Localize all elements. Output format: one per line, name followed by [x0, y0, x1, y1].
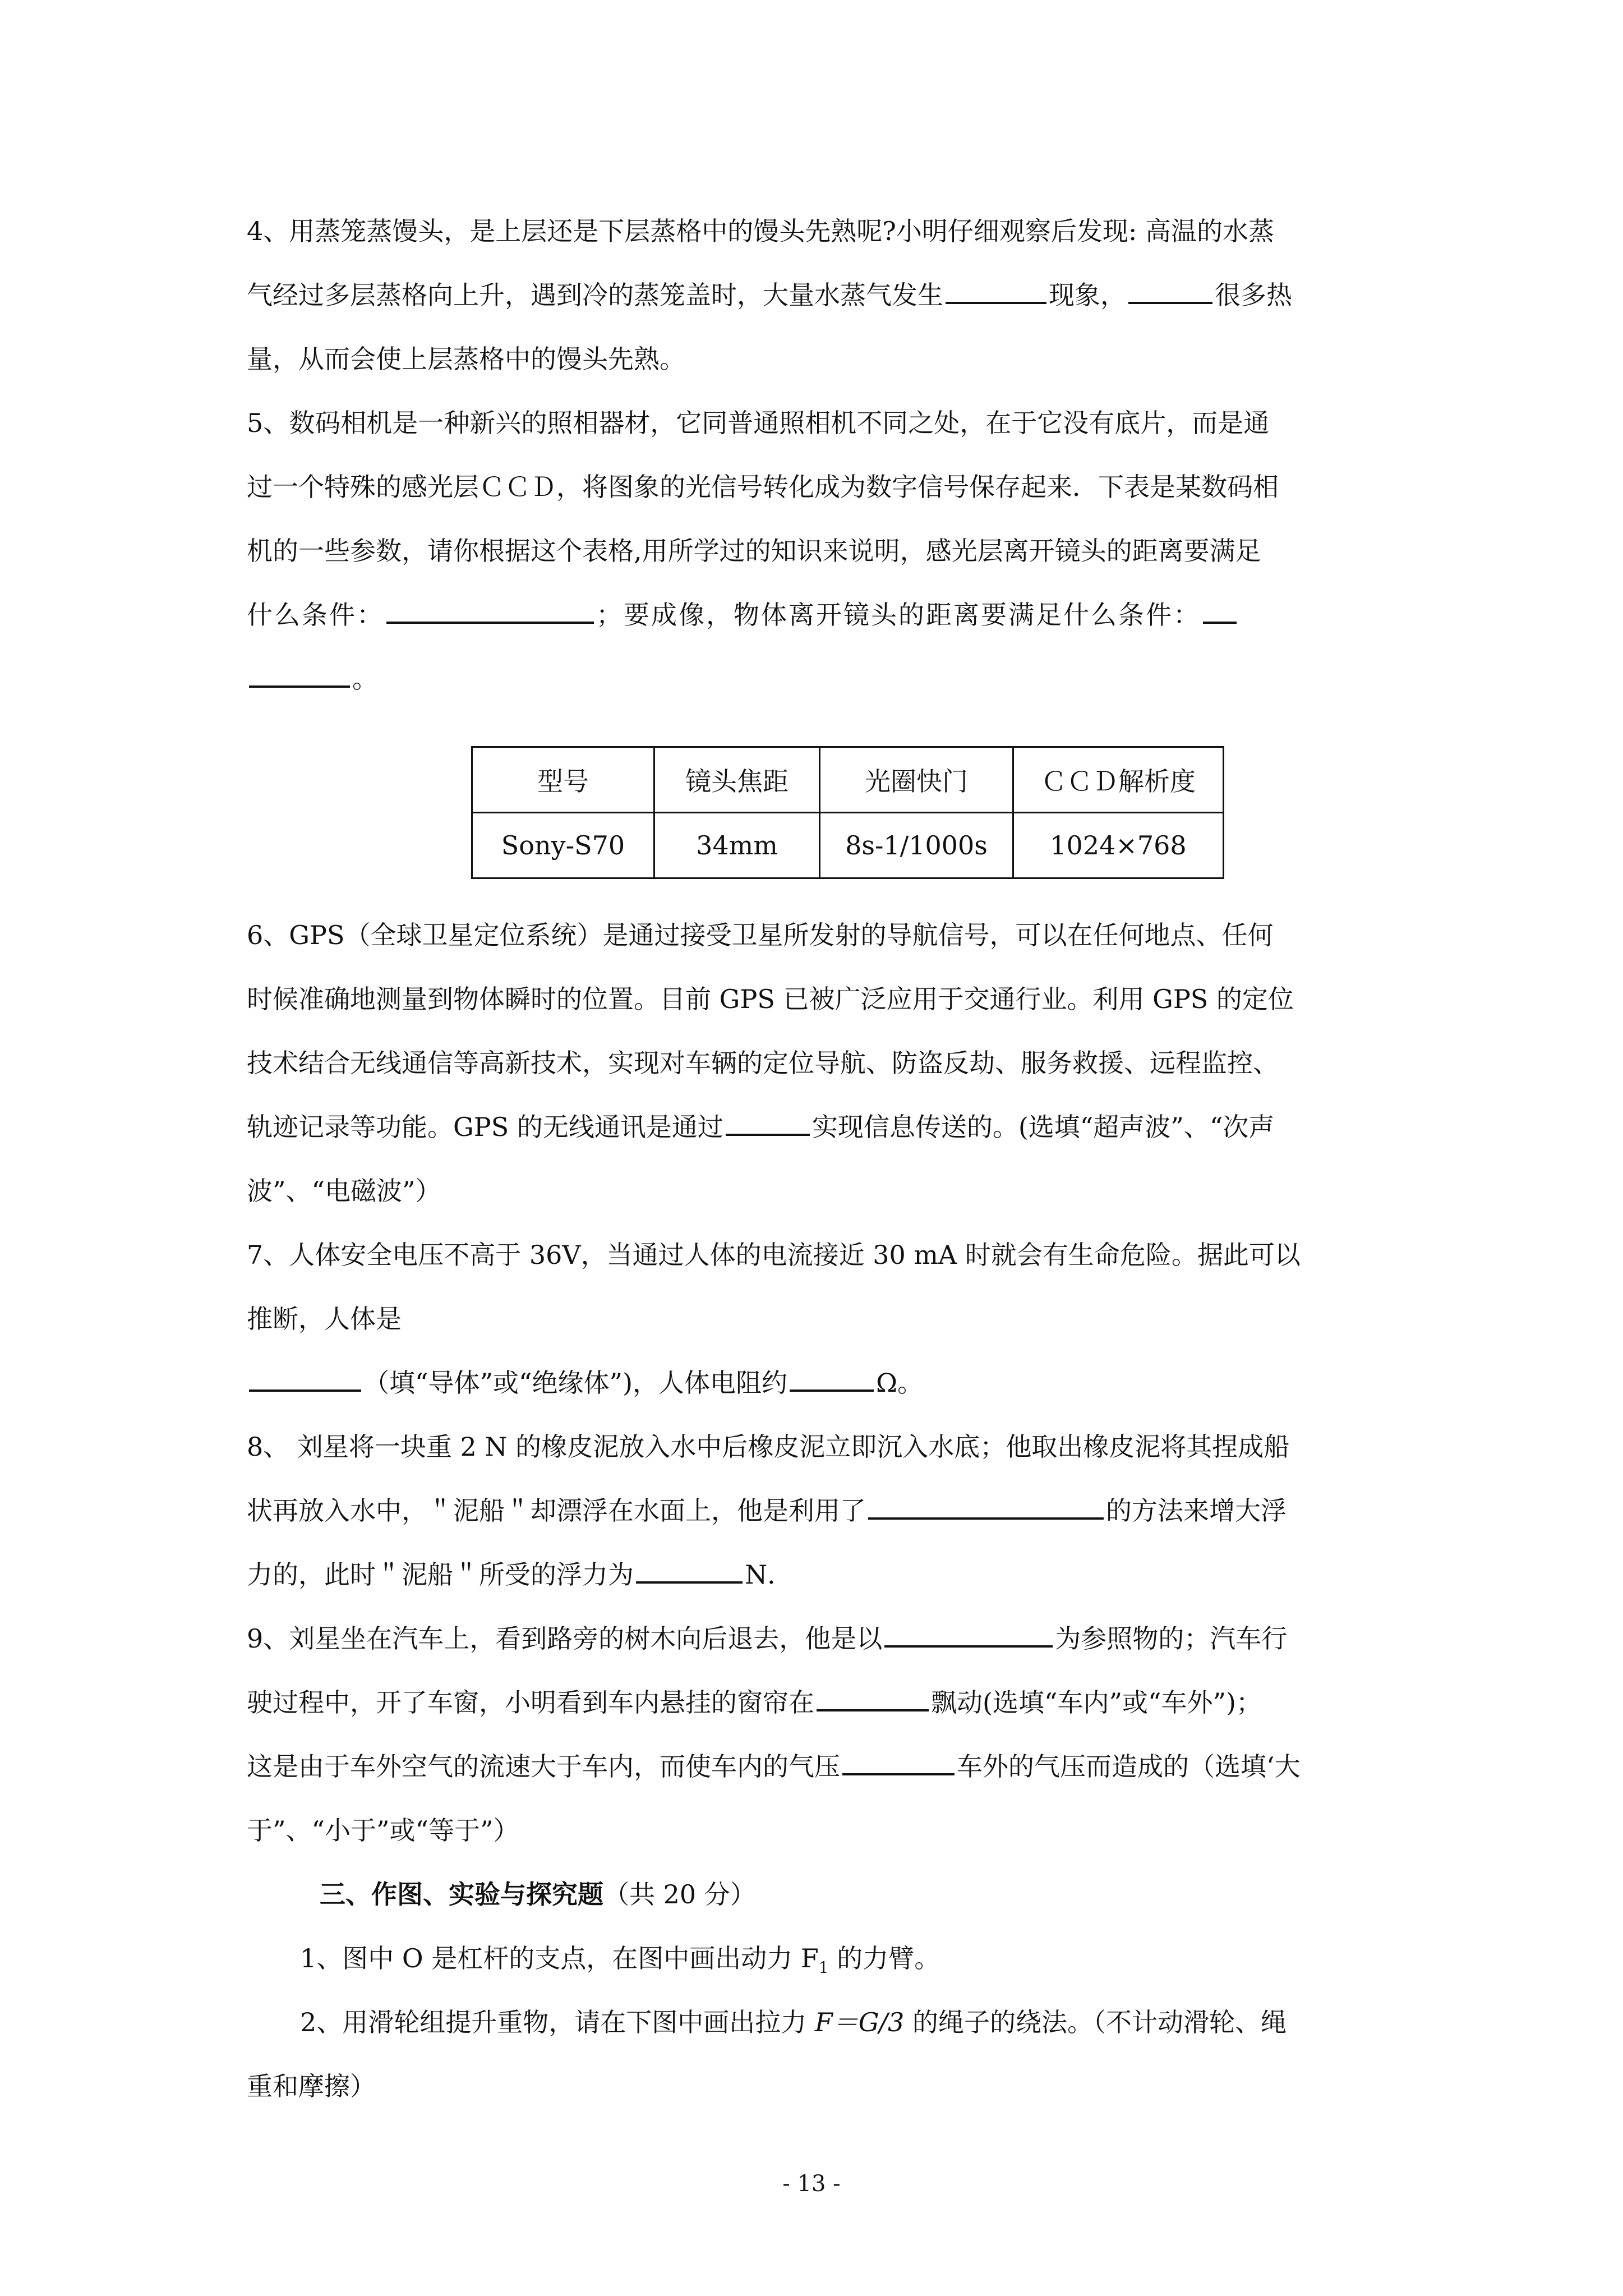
camera-spec-table	[471, 746, 1224, 879]
q8-line2: 状再放入水中，＂泥船＂却漂浮在水面上，他是利用了 的方法来增大浮	[0, 1479, 1623, 1543]
s3q2-line2: 重和摩擦）	[247, 2071, 376, 2101]
q8-line3: 力的，此时＂泥船＂所受的浮力为 N．	[0, 1543, 1623, 1607]
table-cell: 1024×768	[1013, 813, 1224, 878]
table-header-cell: 镜头焦距	[654, 747, 820, 813]
table-cell: 8s-1/1000s	[820, 813, 1013, 878]
q6-line4: 轨迹记录等功能。GPS 的无线通讯是通过 实现信息传送的。(选填“超声波”、“次声	[0, 1095, 1623, 1159]
q5-line5: 。	[0, 647, 1623, 711]
s3q1-line: 1、图中 O 是杠杆的支点，在图中画出动力 $F_1$ 的力臂。	[300, 1943, 940, 1977]
answer-blank[interactable]	[726, 1107, 810, 1136]
answer-blank[interactable]	[1203, 595, 1237, 624]
answer-blank[interactable]	[884, 1618, 1053, 1648]
table-header-row	[472, 747, 1224, 813]
answer-blank[interactable]	[249, 1363, 361, 1392]
q9-line1: 9、刘星坐在汽车上，看到路旁的树木向后退去，他是以 为参照物的；汽车行	[0, 1607, 1623, 1671]
answer-blank[interactable]	[868, 1490, 1104, 1520]
q5-line2: 过一个特殊的感光层ＣＣＤ，将图象的光信号转化成为数字信号保存起来．下表是某数码相	[247, 472, 1279, 502]
q7-line2: 推断，人体是	[247, 1304, 402, 1334]
q9-line2: 驶过程中，开了车窗，小明看到车内悬挂的窗帘在 飘动(选填“车内”或“车外”)；	[0, 1671, 1623, 1734]
q6-line5: 波”、“电磁波”）	[247, 1176, 441, 1206]
answer-blank[interactable]	[636, 1554, 743, 1584]
page-number: - 13 -	[782, 2171, 841, 2197]
section-heading: 三、作图、实验与探究题（共 20 分）	[320, 1879, 756, 1910]
q6-line2: 时候准确地测量到物体瞬时的位置。目前 GPS 已被广泛应用于交通行业。利用 GPS 的定位	[247, 984, 1294, 1014]
table-row	[472, 813, 1224, 878]
table-header-cell: ＣＣＤ解析度	[1013, 747, 1224, 813]
table-header-cell: 光圈快门	[820, 747, 1013, 813]
q5-line3: 机的一些参数，请你根据这个表格,用所学过的知识来说明，感光层离开镜头的距离要满足	[247, 536, 1261, 566]
table-cell: Sony-S70	[472, 813, 654, 878]
q5-line4: 什么条件： ；要成像，物体离开镜头的距离要满足什么条件：	[0, 583, 1623, 647]
q4-line3: 量，从而会使上层蒸格中的馒头先熟。	[247, 344, 685, 374]
answer-blank[interactable]	[946, 275, 1046, 304]
q7-line3: （填“导体”或“绝缘体”)，人体电阻约 Ω。	[0, 1351, 1623, 1415]
answer-blank[interactable]	[842, 1746, 955, 1775]
q9-line4: 于”、“小于”或“等于”）	[247, 1815, 519, 1846]
q6-line3: 技术结合无线通信等高新技术，实现对车辆的定位导航、防盗反劫、服务救援、远程监控、	[247, 1048, 1279, 1078]
table-header-cell: 型号	[472, 747, 654, 813]
s3q2-line1: 2、用滑轮组提升重物，请在下图中画出拉力 F＝G/3 的绳子的绕法。（不计动滑轮、绳	[300, 2007, 1287, 2037]
table-cell: 34mm	[654, 813, 820, 878]
answer-blank[interactable]	[1128, 275, 1212, 304]
answer-blank[interactable]	[249, 659, 350, 688]
q8-line1: 8、 刘星将一块重 2 N 的橡皮泥放入水中后橡皮泥立即沉入水底；他取出橡皮泥将其捏成船	[247, 1432, 1290, 1462]
q6-line1: 6、GPS（全球卫星定位系统）是通过接受卫星所发射的导航信号，可以在任何地点、任何	[247, 920, 1274, 950]
q9-line3: 这是由于车外空气的流速大于车内，而使车内的气压 车外的气压而造成的（选填‘大	[0, 1734, 1623, 1798]
answer-blank[interactable]	[790, 1363, 874, 1392]
q4-line2: 气经过多层蒸格向上升，遇到冷的蒸笼盖时，大量水蒸气发生 现象， 很多热	[0, 263, 1623, 327]
q7-line1: 7、人体安全电压不高于 36V，当通过人体的电流接近 30 mA 时就会有生命危险。据此可以	[247, 1240, 1301, 1270]
q4-line1: 4、用蒸笼蒸馒头，是上层还是下层蒸格中的馒头先熟呢?小明仔细观察后发现: 高温的水蒸	[247, 216, 1275, 246]
answer-blank[interactable]	[386, 595, 594, 624]
q5-line1: 5、数码相机是一种新兴的照相器材，它同普通照相机不同之处，在于它没有底片，而是通	[247, 408, 1270, 438]
answer-blank[interactable]	[817, 1682, 929, 1711]
